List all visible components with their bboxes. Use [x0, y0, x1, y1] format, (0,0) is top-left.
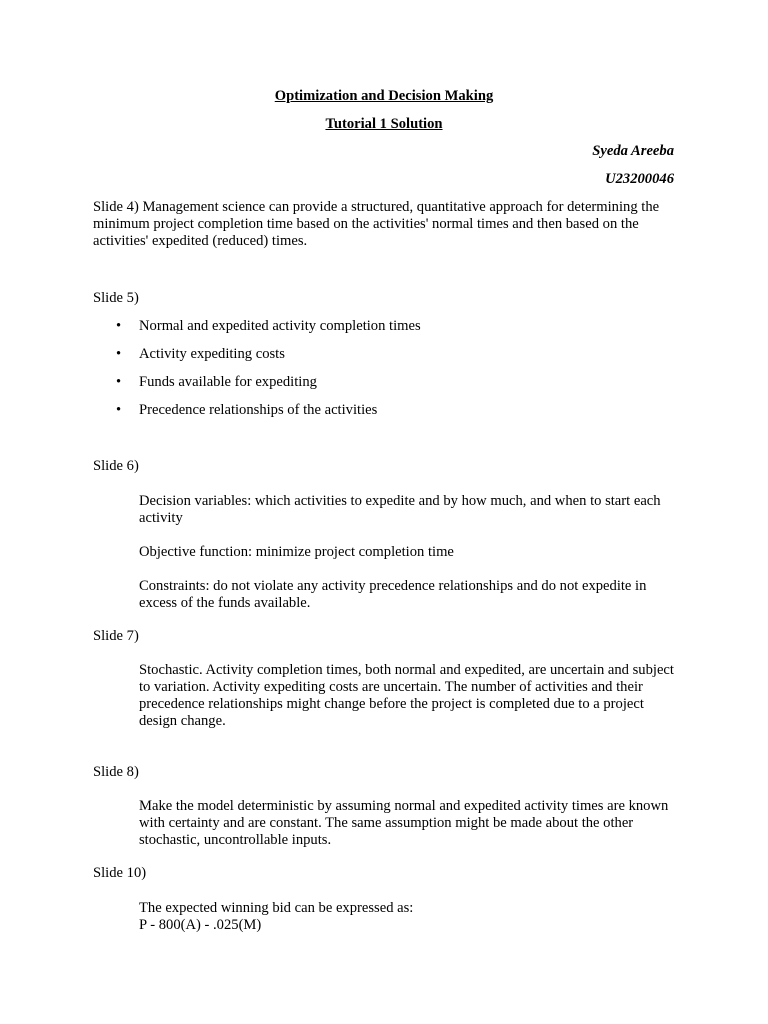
list-item	[93, 374, 421, 402]
student-id: U23200046	[605, 171, 674, 187]
slide5-bullet-list	[93, 318, 421, 430]
slide10-heading: Slide 10)	[93, 865, 147, 881]
list-item-text: Activity expediting costs	[139, 346, 285, 362]
bullet-icon: •	[116, 374, 122, 390]
list-item	[93, 346, 421, 374]
bullet-icon: •	[116, 402, 122, 418]
list-item	[93, 318, 421, 346]
list-item-text: Precedence relationships of the activities	[139, 402, 378, 418]
bullet-icon: •	[116, 346, 122, 362]
slide10-formula: P - 800(A) - .025(M)	[139, 917, 262, 933]
slide6-heading: Slide 6)	[93, 458, 139, 474]
slide5-heading: Slide 5)	[93, 290, 139, 306]
slide8-paragraph: Make the model deterministic by assuming normal and expedited activity times are known with certainty and are constant. The same assumption might be made about the other stochastic, uncontrollable inputs.	[139, 798, 669, 848]
slide6-decision-variables: Decision variables: which activities to expedite and by how much, and when to start each activity	[139, 493, 661, 526]
list-item	[93, 402, 421, 430]
slide7-heading: Slide 7)	[93, 628, 139, 644]
document-subtitle: Tutorial 1 Solution	[325, 116, 443, 132]
slide10-line1: The expected winning bid can be expressed as:	[139, 900, 414, 916]
author-name: Syeda Areeba	[592, 143, 674, 159]
bullet-icon: •	[116, 318, 122, 334]
slide4-paragraph: Slide 4) Management science can provide a structured, quantitative approach for determining the minimum project completion time based on the activities' normal times and then based on the activities' expedited (reduced) times.	[93, 199, 660, 249]
slide8-heading: Slide 8)	[93, 764, 139, 780]
slide6-constraints: Constraints: do not violate any activity precedence relationships and do not expedite in excess of the funds available.	[139, 578, 647, 611]
document-title: Optimization and Decision Making	[274, 88, 494, 104]
slide6-objective: Objective function: minimize project completion time	[139, 544, 454, 560]
slide7-paragraph: Stochastic. Activity completion times, both normal and expedited, are uncertain and subject to variation. Activity expediting costs are uncertain. The number of activities and their precedence relationships might change before the project is completed due to a project design change.	[139, 662, 674, 729]
list-item-text: Normal and expedited activity completion times	[139, 318, 421, 334]
list-item-text: Funds available for expediting	[139, 374, 317, 390]
